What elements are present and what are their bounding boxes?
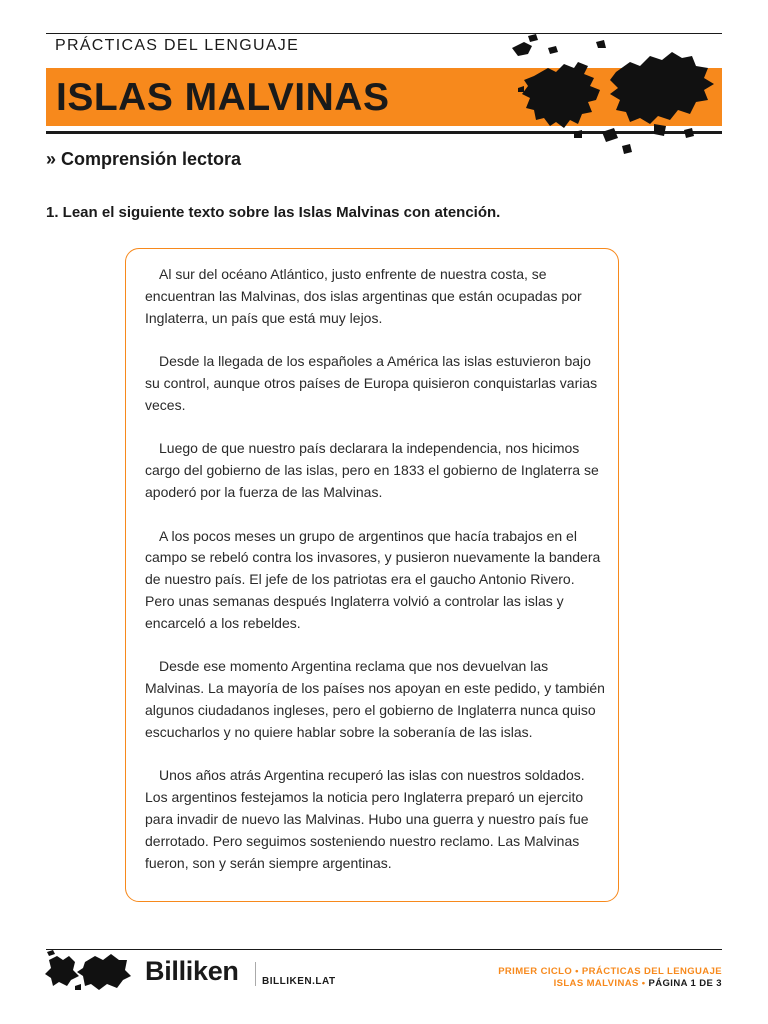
site-url[interactable]: BILLIKEN.LAT	[262, 976, 336, 987]
footer-course: PRIMER CICLO • PRÁCTICAS DEL LENGUAJE	[498, 966, 722, 977]
paragraph: Al sur del océano Atlántico, justo enfrente de nuestra costa, se encuentran las Malvinas, dos islas argentinas que están ocupadas por Inglaterra, un país que está muy lejos.	[145, 266, 582, 326]
footer-page-line	[498, 978, 722, 990]
falkland-islands-silhouette-icon	[504, 28, 722, 158]
section-heading: » Comprensión lectora	[46, 149, 242, 169]
reading-text	[145, 264, 605, 896]
paragraph: Desde la llegada de los españoles a América las islas estuvieron bajo su control, aunque otros países de Europa quisieron conquistarlas varias veces.	[145, 353, 598, 413]
footer-info	[498, 966, 722, 990]
page-title: ISLAS MALVINAS	[56, 76, 390, 119]
paragraph: Unos años atrás Argentina recuperó las islas con nuestros soldados. Los argentinos festejamos la noticia pero Inglaterra preparó un ejercito para invadir de nuevo las Malvinas. Hubo una guerra y nuestro país fue derrotado. Pero seguimos sosteniendo nuestro reclamo. Las Malvinas fueron, son y serán siempre argentinas.	[145, 767, 589, 871]
brand-logo: Billiken	[145, 956, 239, 986]
subject-label: PRÁCTICAS DEL LENGUAJE	[55, 37, 300, 54]
footer-islands-icon	[45, 950, 131, 992]
footer-topic: ISLAS MALVINAS •	[553, 978, 649, 989]
paragraph: Desde ese momento Argentina reclama que nos devuelvan las Malvinas. La mayoría de los países nos apoyan en este pedido, y también algunos ciudadanos ingleses, pero el gobierno de Inglaterra nunca quiso escucharlos y no quiere hablar sobre la soberanía de las islas.	[145, 658, 605, 740]
instruction-text: 1. Lean el siguiente texto sobre las Islas Malvinas con atención.	[46, 204, 501, 221]
brand-divider	[255, 962, 256, 986]
paragraph: Luego de que nuestro país declarara la independencia, nos hicimos cargo del gobierno de las islas, pero en 1833 el gobierno de Inglaterra se apoderó por la fuerza de las Malvinas.	[145, 440, 599, 500]
page-number: PÁGINA 1 DE 3	[648, 978, 722, 989]
footer-rule	[46, 949, 722, 950]
paragraph: A los pocos meses un grupo de argentinos que hacía trabajos en el campo se rebeló contra los invasores, y pusieron nuevamente la bandera de nuestro país. El jefe de los patriotas era el gaucho Antonio Rivero. Pero unas semanas después Inglaterra volvió a controlar las islas y encarceló a los rebeldes.	[145, 527, 601, 631]
